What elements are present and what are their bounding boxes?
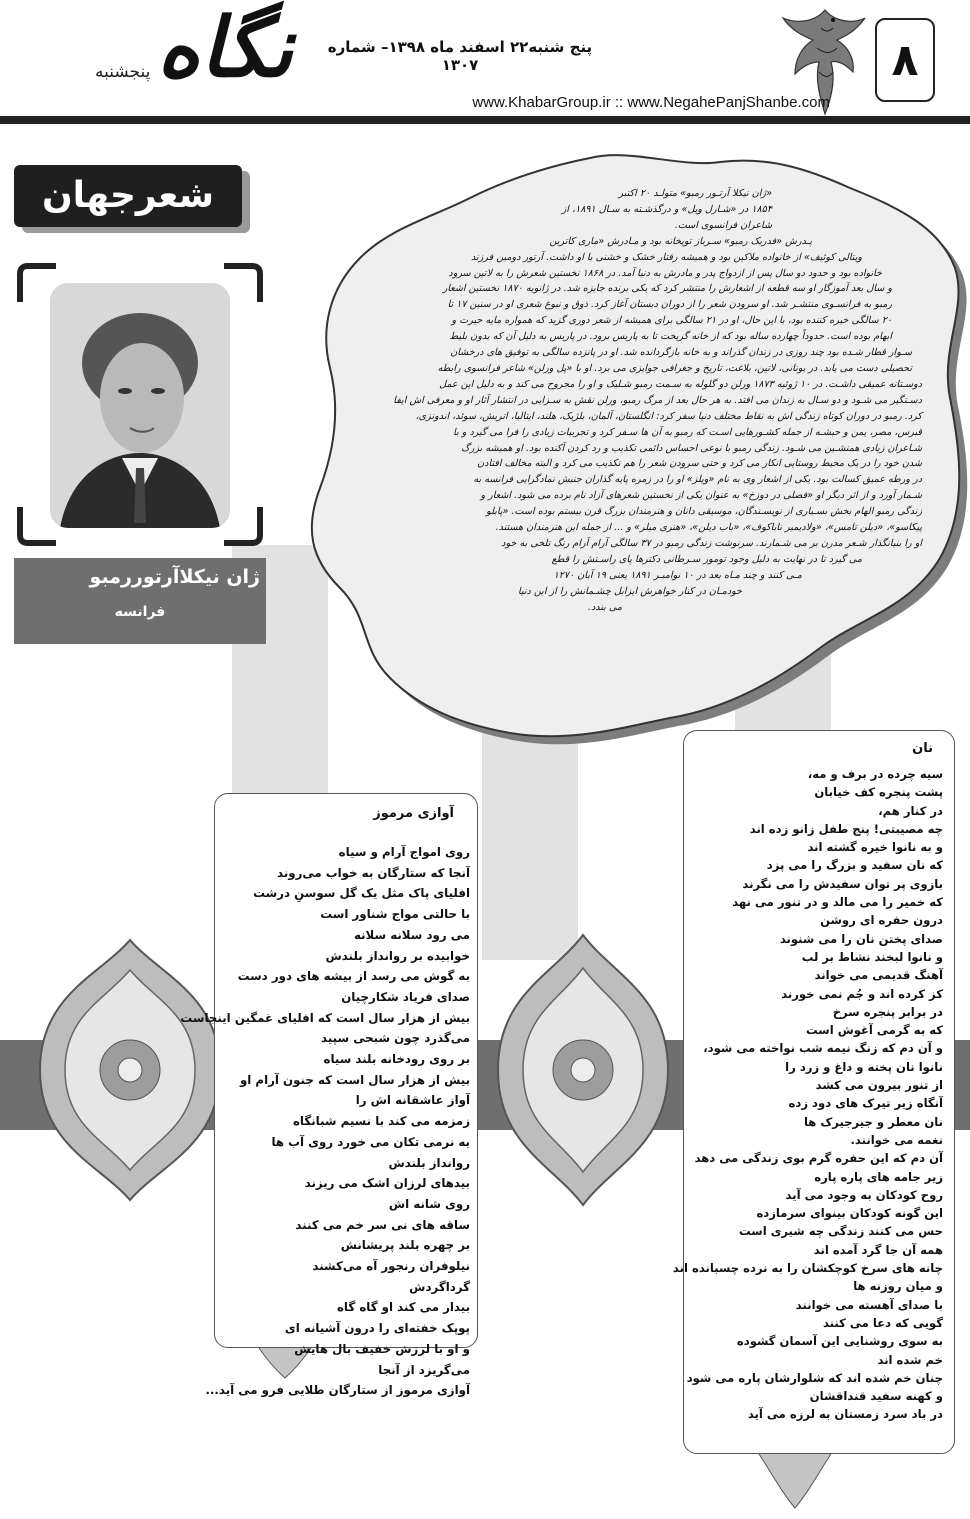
bio-line: می بندد. [587,601,622,613]
poet-country: فرانسه [114,604,166,620]
poem-line: آن دم که این حفره گرم بوی زندگی می دهد [694,1151,943,1166]
poem-line: بیش از هزار سال است که جنون آرام او [239,1072,470,1087]
poem-line: می رود سلانه سلانه [353,927,470,942]
poem-line: پوپک خفته‌ای را درون آشیانه ای [284,1321,470,1336]
arabesque-ornament-middle [488,930,678,1210]
section-title: شعرجهان [41,175,215,216]
bio-line: پیکاسو»، «دیلن تامس»، «ولادیمیر ناباکوف»، «باب دیلن»، «هنری میلر» و ... از جمله این هنرمندان هستند. [495,522,922,534]
poem-line: بر چهره بلند پریشانش [340,1238,470,1253]
bio-line: او را بنیانگذار شـعر مدرن بر می شـمارند. سرنوشت زندگی رمبو در ۳۷ سالگی آرام آرام رنگ تلخی به خود [501,537,922,549]
poem-line: می‌گذرد چون شبحی سپید [321,1031,470,1046]
bio-line: تحصیلی دست می یابد. در یونانی، لاتین، بلاغت، تاریخ و جغرافی جوایزی می برد. او با «پل ورلن» شاعر فرانسوی رابطه [437,362,912,374]
bio-line: خودمـان در کنار خواهرش ایزابل چشـمانش را از این دنیا [518,585,742,597]
poem-line: چانه های سرخ کوچکشان را به نرده چسبانده اند [672,1261,943,1276]
poem-line: بازوی پر توان سفیدش را می نگرند [742,876,943,891]
poem-line: بیش از هزار سال است که افلیای غمگین اینجاست [180,1010,470,1025]
bio-line: قبرس، مصر، یمن و حبشـه از جمله کشـورهایی اسـت که رمبو به آن ها سـفر کرد و تجربیات زیادی را فرا می گیرد و با [453,426,922,438]
poem-line: نغمه می خوانند. [850,1132,943,1147]
poem-line: روی شانه اش [388,1196,470,1211]
page-header [0,0,970,125]
bio-line: مـی کنند و چند مـاه بعد در ۱۰ نوامبـر ۱۸۹۱ یعنی ۱۹ آبان ۱۲۷۰ [553,569,802,581]
poem-line: نانوا نان پخته و داغ و زرد را [785,1059,943,1074]
poem-line: به نرمی تکان می خورد روی آب ها [271,1134,470,1149]
poem-line: از تنور بیرون می کشد [815,1078,943,1093]
poem-line: صدای فریاد شکارچیان [341,989,470,1004]
poem-line: که به گرمی آغوش است [806,1023,943,1038]
poem-line: که خمیر را می مالد و در تنور می نهد [732,895,943,910]
poem-line: آهنگ قدیمی می خواند [814,968,943,983]
poem-line: بیدهای لرزان اشک می ریزند [304,1176,470,1191]
bio-line: پـدرش «فدریک رمبو» سـرباز توپخانه بود و مـادرش «ماری کاترین [549,235,812,247]
poem-line: و کهنه سفید قنداقشان [809,1389,943,1404]
poem-line: آوازی مرموز از ستارگان طلایی فرو می آید... [205,1383,470,1398]
bio-line: در ورطه عمیق کسالت بود. یکی از اشعار وی به نام «ویلز» او را در زمره پایه گذاران جنبش نمادگرایی فرانسه به [473,474,922,486]
poem-line: زمزمه می کند با نسیم شبانگاه [292,1114,470,1129]
poem-line: ساقه های نی سر خم می کنند [295,1217,470,1232]
poem-line: در کنار هم، [878,803,943,818]
poem-line: و میان روزنه ها [853,1279,943,1294]
poem-line: سیه چرده در برف و مه، [807,767,943,781]
poem-line: به گوش می رسد از بیشه های دور دست [237,969,470,984]
poem-line: این گونه کودکان بینوای سرمازده [756,1206,943,1221]
poem-line: صدای پختن نان را می شنوند [779,931,943,946]
page-number: ۸ [875,18,935,102]
bio-line: ۱۸۵۴ در «شـارل ویل» و درگذشـته به سـال ۱۸۹۱، از [561,203,772,215]
poem-line: آنجا که ستارگان به خواب می‌روند [277,865,470,880]
poem-line: خم شده اند [877,1352,943,1367]
bio-line: «ژان نیکلا آرتـور رمبو» متولـد ۲۰ اکتبر [618,188,772,199]
poem-line: پشت پنجره کف خیابان [814,785,943,800]
poem-line: گویی که دعا می کنند [822,1315,943,1330]
poem-left-title: آوازی مرموز [373,806,454,821]
bio-line: شـاعران زیادی همنشـین می شـود. زندگی رمبو با نوعی احساس دائمی تکذیب و رد کردن آکنده بود. او همیشه بزرگ [461,442,922,454]
poem-line: در باد سرد زمستان به لرزه می آید [747,1407,943,1422]
bio-line: ویتالی کوئیف» از خانواده ملاکین بود و همیشه رفتار خشک و خشنی با او داشت. آرتور دومین فرزند [470,251,862,263]
poem-line: چنان خم شده اند که شلوارشان پاره می شود [686,1370,943,1385]
bio-line: شـمار آورد و از اثر دیگر او «فصلی در دوزخ» به عنوان یکی از نخستین شعرهای آزاد نام برده می شود. اشعار و [480,490,922,502]
bio-line: سـوار قطار شـده بود چند روزی در زندان گذراند و به خانه بازگردانده شد. او در پانزده سالگی به توفیق های درخشان [450,347,912,359]
poem-line: نان معطر و جیرجیرک ها [803,1114,943,1129]
poem-line: بیدار می کند او گاه گاه [336,1300,470,1315]
poem-line: که نان سفید و بزرگ را می پزد [766,858,943,873]
bio-line: کرد. رمبو در دوران کوتاه زندگی اش به نقاط مختلف دنیا سفر کرد: انگلستان، آلمان، بلژیک، هلند، ایتالیا، اتریش، سوئد، اندونزی، [415,410,922,422]
poem-line: چه مصیبتی! پنج طفل زانو زده اند [749,821,943,836]
poem-line: به سوی روشنایی این آسمان گشوده [736,1334,943,1349]
poem-line: و نانوا لبخند نشاط بر لب [801,949,943,964]
poem-line: افلیای پاک مثل یک گل سوسنِ درشت [253,886,470,901]
arabesque-ornament-left [30,935,230,1205]
poem-line: حس می کنند زندگی چه شیری است [739,1224,943,1239]
poem-left-body [180,842,470,1401]
poem-line: و به نانوا خیره گشته اند [807,840,943,855]
masthead-logo-title: نگاه [156,0,294,96]
poem-line: می‌گریزد از آنجا [378,1362,470,1377]
bio-line: شاعران فرانسوی است. [674,219,772,231]
bio-line: و سال بعد آموزگار او سه قطعه از اشعارش را منتشر کرد که یکی برنده جایزه شد. در ژانویه ۱۸۷۰ نخستین اشعار [442,283,892,295]
bio-line: دوسـتانه عمیقی داشـت. در ۱۰ ژوئیه ۱۸۷۳ ورلن دو گلوله به سـمت رمبو شـلیک و او را مجروح می کند و به دلیل این عمل [439,378,922,390]
issue-date-line: پنج شنبه۲۲ اسفند ماه ۱۳۹۸– شماره ۱۳۰۷ [327,38,593,74]
poem-right-body [672,765,943,1424]
poem-line: آنگاه زیر تیرک های دود زده [788,1096,943,1111]
poem-line: زیر جامه های پاره پاره [814,1169,943,1184]
bio-line: شدن خود را در یک محیط روستایی انکار می کرد و حتی سرودن شعر را هم تکذیب می کرد و البته مخالف افتادن [477,458,922,470]
poem-line: درون حفره ای روشن [820,913,943,928]
masthead-logo-subtitle: پنجشنبه [95,62,151,82]
bio-line: می گیرد تا در نهایت به دلیل وجود تومور سـرطانی دکترها پای راسـتش را قطع [551,553,862,565]
header-divider [0,116,970,124]
poem-line: همه آن جا گرد آمده اند [813,1242,943,1257]
poem-line: با صدای آهسته می خوانند [795,1297,943,1312]
poem-line: نیلوفران رنجور آه می‌کشند [312,1259,470,1274]
poem-line: روی امواج آرام و سیاه [338,845,470,859]
poem-line: گرداگردش [409,1279,470,1294]
bio-line: دسـتگیر می شـود و دو سـال به زندان می افتد. به هر حال بعد از مرگ رمبو، ورلن نقش به سـزایی در انتشار آثار او و معرفی اش ایفا [393,394,922,406]
poem-line: روانداز بلندش [388,1155,470,1170]
poet-name: ژان نیکلاآرتوررمبو [89,566,260,588]
poet-biography [322,186,922,615]
poet-portrait-photo [50,283,230,528]
poem-line: در برابر پنجره سرخ [832,1004,943,1019]
poem-line: کز کرده اند و جُم نمی خورند [781,986,943,1001]
poem-line: و آن دم که زنگ نیمه شب نواخته می شود، [703,1041,943,1056]
poem-right-title: نان [912,741,933,756]
bio-line: خانواده بود و حدود دو سال پس از ازدواج پدر و مادرش به دنیا آمد. در ۱۸۶۸ نخستین شعرش را به لاتین سرود [448,267,882,279]
bio-line: زندگی رمبو الهام بخش بسـیاری از نویسـندگان، موسیقی دانان و هنرمندان بزرگ قرن بیستم بوده است. «پابلو [486,506,922,518]
bio-line: ۲۰ سالگی خیره کننده بود، با این حال، او در ۲۱ سالگی برای همیشه از شعر دوری گزید که همواره مایه حیرت و [451,315,892,327]
poem-line: با حالتی مواج شناور است [320,907,470,922]
poem-line: بر روی رودخانه بلند سیاه [323,1052,470,1067]
bio-line: رمبو به فرانسـوی منتشـر شد. او سرودن شعر را از دوران دبستان آغاز کرد. ذوق و نبوغ شعری او در سنین ۱۷ تا [447,299,892,311]
bio-line: ابهام بوده است. حدوداً چهارده ساله بود که از خانه گریخت تا به پاریس برود. در پاریس به دلیل آن که بدون بلیط [449,331,892,343]
website-links[interactable]: www.KhabarGroup.ir :: www.NegahePanjShanbe.com [472,94,830,111]
poem-line: خوابیده بر روانداز بلندش [325,948,470,963]
poem-line: و او با لرزش خفیف بال هایش [294,1341,470,1356]
poem-line: روح کودکان به وجود می آید [785,1187,943,1202]
poem-line: آواز عاشقانه اش را [355,1093,470,1108]
